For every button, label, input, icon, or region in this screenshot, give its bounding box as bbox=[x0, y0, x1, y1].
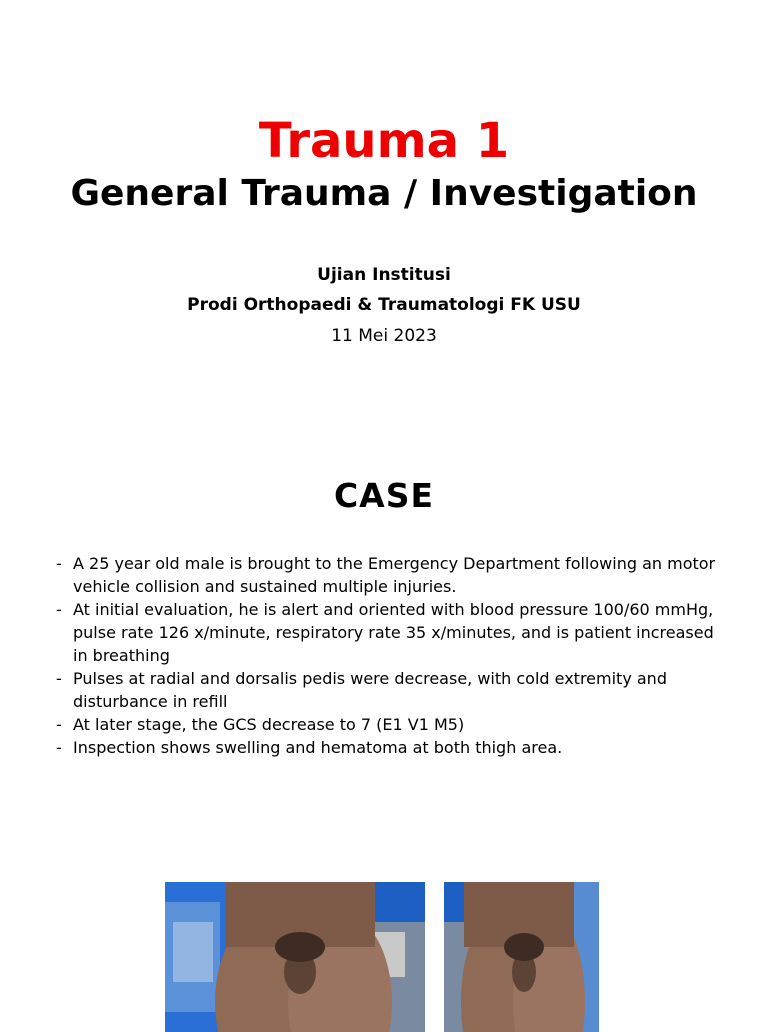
bullet-marker: - bbox=[56, 554, 62, 573]
case-bullet-item bbox=[56, 598, 720, 667]
case-bullet-text: A 25 year old male is brought to the Emergency Department following an motor vehicle collision and sustained multiple injuries. bbox=[73, 554, 716, 596]
department-name: Prodi Orthopaedi & Traumatologi FK USU bbox=[187, 295, 581, 315]
clinical-photo-front bbox=[165, 882, 425, 1032]
case-heading: CASE bbox=[333, 476, 435, 515]
bullet-marker: - bbox=[56, 600, 62, 619]
slide-subtitle: General Trauma / Investigation bbox=[70, 173, 698, 214]
case-bullet-text: Inspection shows swelling and hematoma at both thigh area. bbox=[73, 738, 563, 757]
case-bullet-item bbox=[56, 667, 720, 713]
bullet-marker: - bbox=[56, 738, 62, 757]
case-bullet-item bbox=[56, 552, 720, 598]
clinical-photo-angled bbox=[444, 882, 599, 1032]
exam-name: Ujian Institusi bbox=[317, 265, 451, 285]
title-slide bbox=[0, 0, 768, 420]
case-bullet-text: At initial evaluation, he is alert and oriented with blood pressure 100/60 mmHg, pulse rate 126 x/minute, respiratory rate 35 x/minutes, and is patient increased in breathing bbox=[73, 600, 714, 665]
bullet-marker: - bbox=[56, 715, 62, 734]
case-bullet-text: At later stage, the GCS decrease to 7 (E1 V1 M5) bbox=[73, 715, 465, 734]
case-bullet-list bbox=[56, 552, 720, 759]
exam-date: 11 Mei 2023 bbox=[331, 326, 437, 346]
bullet-marker: - bbox=[56, 669, 62, 688]
slide-title: Trauma 1 bbox=[258, 113, 510, 169]
clinical-photo-angled-graphic bbox=[444, 882, 599, 1032]
case-bullet-item bbox=[56, 713, 720, 736]
case-bullet-text: Pulses at radial and dorsalis pedis were decrease, with cold extremity and disturbance in refill bbox=[73, 669, 667, 711]
case-slide bbox=[0, 440, 768, 1024]
clinical-photo-front-graphic bbox=[165, 882, 425, 1032]
case-bullet-item bbox=[56, 736, 720, 759]
